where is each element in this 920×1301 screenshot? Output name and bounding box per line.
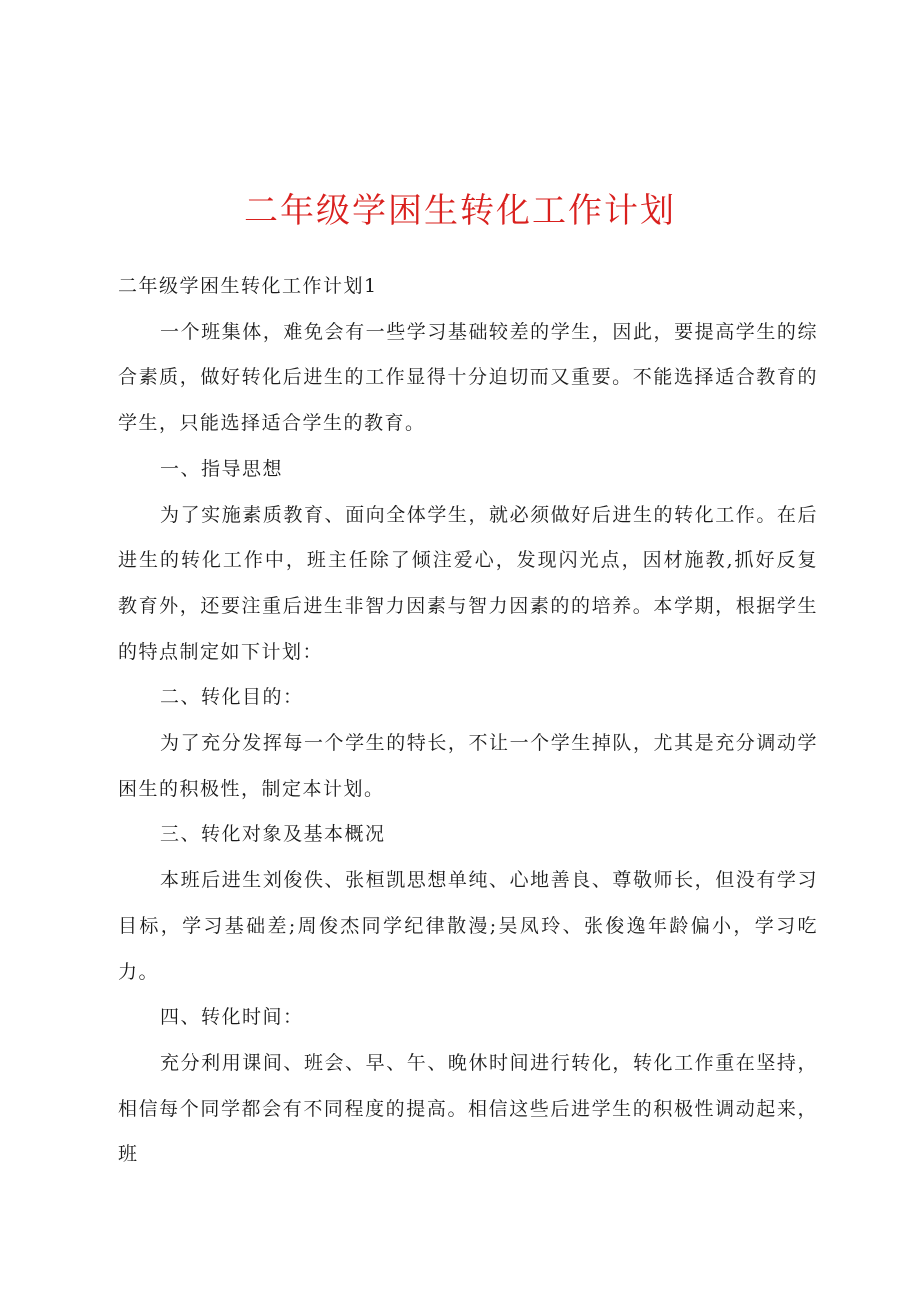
paragraph-time: 充分利用课间、班会、早、午、晚休时间进行转化，转化工作重在坚持，相信每个同学都会有不同程度的提高。相信这些后进学生的积极性调动起来，班 xyxy=(118,1051,818,1166)
paragraph-intro: 一个班集体，难免会有一些学习基础较差的学生，因此，要提高学生的综合素质，做好转化后进生的工作显得十分迫切而又重要。不能选择适合教育的学生，只能选择适合学生的教育。 xyxy=(118,320,818,435)
section-heading-time: 四、转化时间： xyxy=(160,1006,304,1029)
paragraph-targets: 本班后进生刘俊佚、张桓凯思想单纯、心地善良、尊敬师长，但没有学习目标，学习基础差;周俊杰同学纪律散漫;吴凤玲、张俊逸年龄偏小，学习吃力。 xyxy=(118,869,818,983)
document-subtitle: 二年级学困生转化工作计划1 xyxy=(118,275,378,297)
document-body xyxy=(118,264,818,1178)
section-heading-targets: 三、转化对象及基本概况 xyxy=(160,823,386,846)
document-title: 二年级学困生转化工作计划 xyxy=(244,191,676,231)
section-heading-guiding-thought: 一、指导思想 xyxy=(160,457,284,480)
paragraph-purpose: 为了充分发挥每一个学生的特长，不让一个学生掉队，尤其是充分调动学困生的积极性，制定本计划。 xyxy=(118,732,818,800)
paragraph-guiding-thought: 为了实施素质教育、面向全体学生，就必须做好后进生的转化工作。在后进生的转化工作中，班主任除了倾注爱心，发现闪光点，因材施教,抓好反复教育外，还要注重后进生非智力因素与智力因素的的培养。本学期，根据学生的特点制定如下计划： xyxy=(118,503,818,663)
section-heading-purpose: 二、转化目的： xyxy=(160,686,304,709)
